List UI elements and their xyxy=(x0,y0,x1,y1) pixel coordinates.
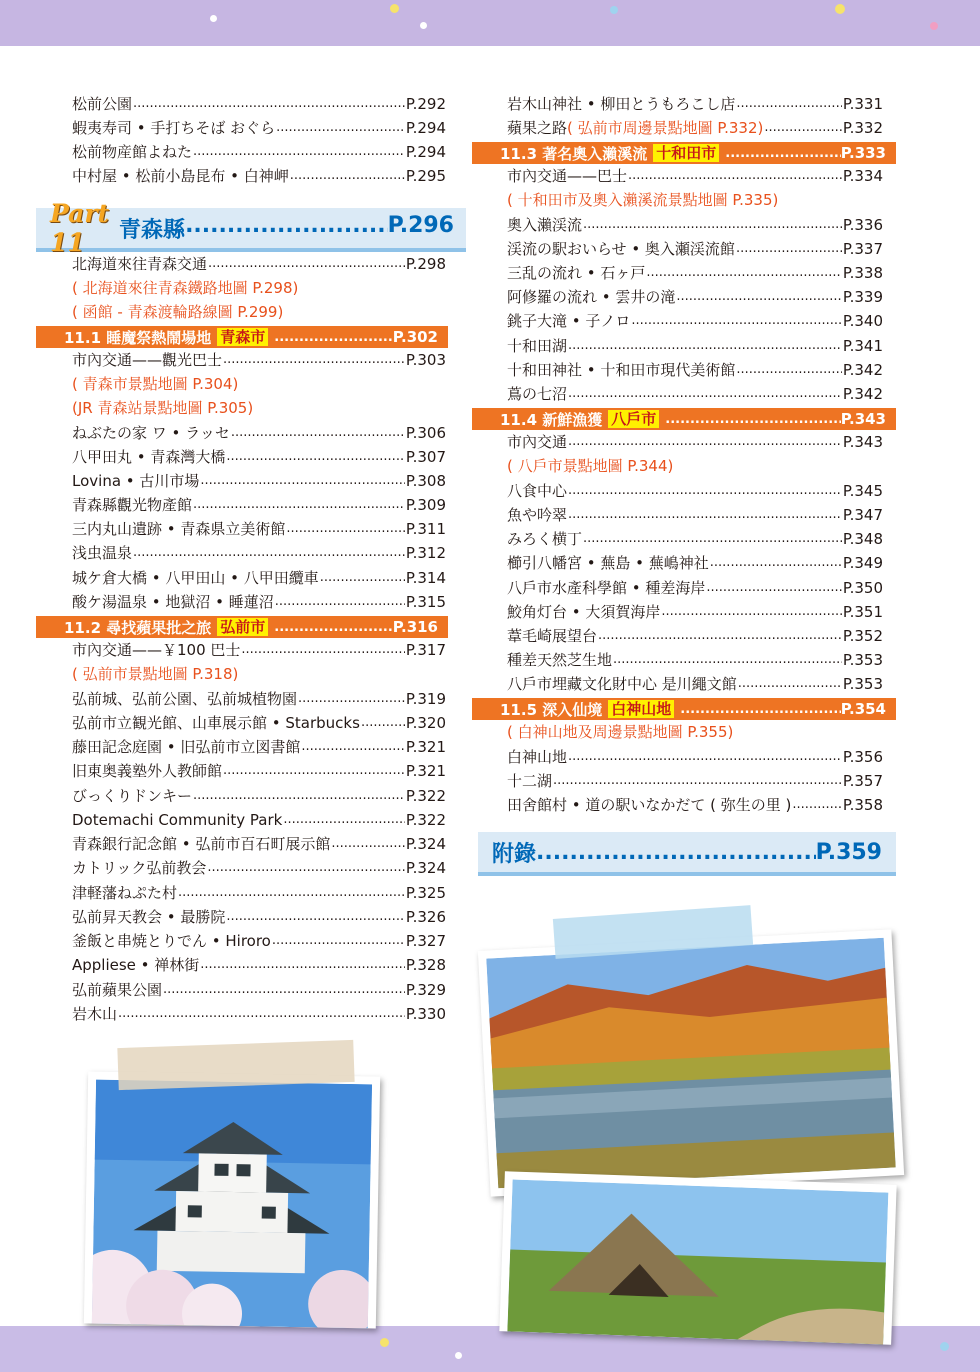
entry-title: 十和田湖 xyxy=(507,337,568,355)
entry-title: 藤田記念庭園 • 旧弘前市立図書館 xyxy=(72,738,301,756)
entry-page: P.324 xyxy=(405,835,446,853)
entry-title: ねぶたの家 ワ • ラッセ xyxy=(72,424,230,442)
toc-entry[interactable] xyxy=(507,479,883,503)
leader-dots xyxy=(706,576,842,600)
entry-page: P.353 xyxy=(842,675,883,693)
leader-dots xyxy=(274,620,393,635)
leader-dots xyxy=(298,687,405,711)
entry-title: 奧入瀨渓流 xyxy=(507,216,583,234)
toc-entry[interactable] xyxy=(507,672,883,696)
entry-title: 渓流の駅おいらせ • 奥入瀬渓流館 xyxy=(507,240,735,258)
entry-title: 青森銀行記念館 • 弘前市百石町展示館 xyxy=(72,835,331,853)
entry-page: P.339 xyxy=(842,288,883,306)
map-reference[interactable]: ( 八戶市景點地圖 P.344) xyxy=(507,457,674,475)
entry-title: 銚子大滝 • 子ノロ xyxy=(507,312,631,330)
lake-illustration xyxy=(486,938,895,1189)
decor-dot xyxy=(420,22,427,29)
section-page: P.333 xyxy=(840,144,886,162)
map-reference[interactable]: ( 弘前市景點地圖 P.318) xyxy=(72,665,239,683)
toc-entry[interactable] xyxy=(72,140,446,164)
entry-title: 八戶市水產科學館 • 種差海岸 xyxy=(507,579,706,597)
entry-title: 魚や吟翠 xyxy=(507,506,568,524)
toc-entry[interactable] xyxy=(72,735,446,759)
toc-entry[interactable] xyxy=(72,92,446,116)
toc-entry[interactable] xyxy=(72,832,446,856)
leader-dots xyxy=(710,551,842,575)
entry-page: P.345 xyxy=(842,482,883,500)
castle-photo xyxy=(84,1071,380,1328)
entry-page: P.340 xyxy=(842,312,883,330)
entry-title: 松前公園 xyxy=(72,95,133,113)
leader-dots xyxy=(568,745,842,769)
dwelling-illustration xyxy=(507,1179,888,1344)
toc-entry[interactable] xyxy=(507,164,883,188)
entry-title: 葦毛崎展望台 xyxy=(507,627,598,645)
toc-entry[interactable] xyxy=(72,421,446,445)
leader-dots xyxy=(207,856,404,880)
leader-dots xyxy=(680,702,841,717)
leader-dots xyxy=(223,348,405,372)
map-reference[interactable]: (JR 青森站景點地圖 P.305) xyxy=(72,399,254,417)
appendix-title: 附錄 xyxy=(492,841,537,867)
entry-page: P.295 xyxy=(405,167,446,185)
map-reference[interactable]: ( 函館 - 青森渡輪路線圖 P.299) xyxy=(72,303,284,321)
decor-dot xyxy=(210,15,217,22)
toc-entry[interactable] xyxy=(72,905,446,929)
leader-dots xyxy=(583,213,842,237)
toc-entry[interactable] xyxy=(72,493,446,517)
entry-page: P.321 xyxy=(405,738,446,756)
toc-entry[interactable] xyxy=(507,382,883,406)
section-title: 11.1 睡魔祭熱鬧場地 xyxy=(64,328,212,347)
toc-entry[interactable] xyxy=(507,92,883,116)
decor-dot xyxy=(610,6,618,14)
leader-dots xyxy=(290,164,405,188)
entry-page: P.341 xyxy=(842,337,883,355)
leader-dots xyxy=(231,421,405,445)
leader-dots xyxy=(118,1002,405,1026)
toc-entry[interactable] xyxy=(507,334,883,358)
toc-entry[interactable] xyxy=(72,687,446,711)
leader-dots xyxy=(553,769,842,793)
toc-entry[interactable] xyxy=(72,541,446,565)
toc-entry[interactable] xyxy=(72,759,446,783)
entry-page: P.349 xyxy=(842,554,883,572)
entry-title: 市內交通——￥100 巴士 xyxy=(72,641,241,659)
entry-page: P.348 xyxy=(842,530,883,548)
entry-title: 弘前昇天教会 • 最勝院 xyxy=(72,908,226,926)
leader-dots xyxy=(631,309,842,333)
entry-page: P.326 xyxy=(405,908,446,926)
leader-dots xyxy=(792,793,841,817)
toc-entry[interactable] xyxy=(72,929,446,953)
part-badge: Part 11 xyxy=(50,199,110,257)
leader-dots xyxy=(568,430,842,454)
entry-title: 弘前蘋果公園 xyxy=(72,981,163,999)
entry-page: P.351 xyxy=(842,603,883,621)
leader-dots xyxy=(361,711,405,735)
entry-page: P.322 xyxy=(405,811,446,829)
toc-entry[interactable] xyxy=(72,953,446,977)
toc-entry[interactable] xyxy=(72,881,446,905)
leader-dots xyxy=(286,517,405,541)
section-page: P.302 xyxy=(392,328,438,346)
toc-entry[interactable] xyxy=(72,590,446,614)
leader-dots xyxy=(274,330,393,345)
entry-page: P.320 xyxy=(405,714,446,732)
leader-dots xyxy=(208,252,405,276)
section-header[interactable] xyxy=(472,142,896,164)
leader-dots xyxy=(661,600,842,624)
entry-page: P.327 xyxy=(405,932,446,950)
entry-page: P.317 xyxy=(405,641,446,659)
leader-dots xyxy=(200,953,405,977)
section-city: 白神山地 xyxy=(608,700,674,718)
entry-title: カトリック弘前教会 xyxy=(72,859,207,877)
toc-entry[interactable] xyxy=(507,261,883,285)
map-reference[interactable]: ( 青森市景點地圖 P.304) xyxy=(72,375,239,393)
section-title: 11.3 著名奧入瀨溪流 xyxy=(500,144,648,163)
leader-dots xyxy=(193,493,405,517)
leader-dots xyxy=(583,527,842,551)
leader-dots xyxy=(276,116,405,140)
entry-page: P.321 xyxy=(405,762,446,780)
entry-title: 青森縣觀光物產館 xyxy=(72,496,193,514)
section-page: P.343 xyxy=(840,410,886,428)
leader-dots xyxy=(185,213,388,244)
leader-dots xyxy=(133,92,405,116)
toc-entry[interactable] xyxy=(72,978,446,1002)
toc-entry[interactable] xyxy=(72,164,446,188)
leader-dots xyxy=(736,92,842,116)
toc-entry[interactable] xyxy=(507,793,883,817)
entry-title: 十二湖 xyxy=(507,772,553,790)
entry-page: P.315 xyxy=(405,593,446,611)
entry-title: 種差天然芝生地 xyxy=(507,651,613,669)
leader-dots xyxy=(568,479,842,503)
entry-title: 三内丸山遺跡 • 青森県立美術館 xyxy=(72,520,286,538)
entry-page: P.347 xyxy=(842,506,883,524)
leader-dots xyxy=(200,469,404,493)
toc-entry[interactable] xyxy=(507,745,883,769)
entry-title: Dotemachi Community Park xyxy=(72,811,283,829)
leader-dots xyxy=(226,445,405,469)
section-header[interactable] xyxy=(36,326,448,348)
leader-dots xyxy=(320,566,405,590)
toc-entry[interactable] xyxy=(72,856,446,880)
entry-page: P.342 xyxy=(842,385,883,403)
toc-entry[interactable] xyxy=(507,648,883,672)
entry-page: P.334 xyxy=(842,167,883,185)
leader-dots xyxy=(736,358,842,382)
entry-page: P.342 xyxy=(842,361,883,379)
top-decor-band xyxy=(0,0,980,46)
entry-title: 八戶市埋藏文化財中心 是川繩文館 xyxy=(507,675,737,693)
entry-page: P.294 xyxy=(405,143,446,161)
leader-dots xyxy=(226,905,405,929)
section-city: 十和田市 xyxy=(653,144,719,162)
section-page: P.316 xyxy=(392,618,438,636)
section-title: 11.5 深入仙境 xyxy=(500,700,603,719)
toc-entry[interactable] xyxy=(507,503,883,527)
entry-title: 阿修羅の流れ • 雲井の滝 xyxy=(507,288,676,306)
decor-dot xyxy=(390,4,399,13)
entry-title: 八食中心 xyxy=(507,482,568,500)
entry-title: 旧東奥義塾外人教師館 xyxy=(72,762,223,780)
entry-title: 櫛引八幡宮 • 蕪島 • 蕪嶋神社 xyxy=(507,554,709,572)
toc-entry[interactable] xyxy=(507,116,883,140)
entry-page: P.309 xyxy=(405,496,446,514)
toc-entry[interactable] xyxy=(507,624,883,648)
entry-page: P.357 xyxy=(842,772,883,790)
toc-entry[interactable] xyxy=(72,116,446,140)
leader-dots xyxy=(193,140,405,164)
toc-entry[interactable] xyxy=(507,769,883,793)
decor-dot xyxy=(380,1338,389,1347)
leader-dots xyxy=(568,382,842,406)
pit-dwelling-photo xyxy=(499,1171,896,1345)
entry-page: P.331 xyxy=(842,95,883,113)
leader-dots xyxy=(275,590,405,614)
entry-title: 津軽藩ねぷた村 xyxy=(72,884,178,902)
entry-title: 弘前市立観光館、山車展示館 • Starbucks xyxy=(72,714,360,732)
toc-entry[interactable] xyxy=(507,430,883,454)
leader-dots xyxy=(133,541,405,565)
entry-title: 浅虫温泉 xyxy=(72,544,133,562)
part-page: P.296 xyxy=(387,212,454,238)
toc-entry[interactable] xyxy=(72,638,446,662)
leader-dots xyxy=(178,881,405,905)
entry-page: P.312 xyxy=(405,544,446,562)
appendix-page: P.359 xyxy=(815,839,882,865)
entry-title: 鮫角灯台 • 大須賀海岸 xyxy=(507,603,661,621)
entry-page: P.332 xyxy=(842,119,883,137)
section-city: 弘前市 xyxy=(217,618,268,636)
entry-title: 田舍館村 • 道の駅いなかだて ( 弥生の里 ) xyxy=(507,796,792,814)
entry-page: P.324 xyxy=(405,859,446,877)
entry-title: 城ケ倉大橋 • 八甲田山 • 八甲田纜車 xyxy=(72,569,319,587)
leader-dots xyxy=(272,929,405,953)
decor-dot xyxy=(940,1342,949,1351)
entry-page: P.338 xyxy=(842,264,883,282)
toc-entry[interactable] xyxy=(72,469,446,493)
entry-title: 八甲田丸 • 青森灣大橋 xyxy=(72,448,226,466)
toc-entry[interactable] xyxy=(507,576,883,600)
toc-entry[interactable] xyxy=(72,252,446,276)
entry-page: P.343 xyxy=(842,433,883,451)
leader-dots xyxy=(725,146,841,161)
entry-page: P.328 xyxy=(405,956,446,974)
section-header[interactable] xyxy=(36,616,448,638)
entry-title: 釜飯と串焼とりでん • Hiroro xyxy=(72,932,271,950)
entry-page: P.350 xyxy=(842,579,883,597)
leader-dots xyxy=(628,164,842,188)
entry-title: 蘋果之路 xyxy=(507,119,568,137)
entry-title: 蝦夷寿司 • 手打ちそば おぐら xyxy=(72,119,276,137)
entry-page: P.319 xyxy=(405,690,446,708)
entry-page: P.294 xyxy=(405,119,446,137)
entry-title: 中村屋 • 松前小島昆布 • 白神岬 xyxy=(72,167,289,185)
section-page: P.354 xyxy=(840,700,886,718)
entry-page: P.337 xyxy=(842,240,883,258)
leader-dots xyxy=(223,759,405,783)
leader-dots xyxy=(764,116,842,140)
section-title: 11.4 新鮮漁獲 xyxy=(500,410,603,429)
entry-title: 岩木山 xyxy=(72,1005,118,1023)
entry-page: P.311 xyxy=(405,520,446,538)
leader-dots xyxy=(676,285,842,309)
map-reference: ( 弘前市周邊景點地圖 P.332) xyxy=(567,119,764,137)
entry-page: P.298 xyxy=(405,255,446,273)
entry-title: みろく横丁 xyxy=(507,530,583,548)
leader-dots xyxy=(193,784,405,808)
toc-entry[interactable] xyxy=(507,285,883,309)
entry-page: P.329 xyxy=(405,981,446,999)
leader-dots xyxy=(536,840,816,865)
entry-title: 市內交通 xyxy=(507,433,568,451)
toc-entry[interactable] xyxy=(507,309,883,333)
toc-entry[interactable] xyxy=(507,600,883,624)
autumn-lake-photo xyxy=(478,929,904,1196)
decor-dot xyxy=(930,22,938,30)
entry-page: P.306 xyxy=(405,424,446,442)
leader-dots xyxy=(301,735,405,759)
leader-dots xyxy=(736,237,842,261)
leader-dots xyxy=(331,832,405,856)
entry-title: 十和田神社 • 十和田市現代美術館 xyxy=(507,361,736,379)
map-reference[interactable]: ( 白神山地及周邊景點地圖 P.355) xyxy=(507,723,734,741)
leader-dots xyxy=(598,624,842,648)
map-reference[interactable]: ( 北海道來往青森鐵路地圖 P.298) xyxy=(72,279,299,297)
entry-title: 市內交通——觀光巴士 xyxy=(72,351,223,369)
toc-entry[interactable] xyxy=(507,237,883,261)
entry-title: 市內交通——巴士 xyxy=(507,167,628,185)
entry-title: 北海道來往青森交通 xyxy=(72,255,208,273)
toc-entry[interactable] xyxy=(72,445,446,469)
entry-page: P.325 xyxy=(405,884,446,902)
decor-dot xyxy=(455,1352,462,1359)
toc-entry[interactable] xyxy=(72,711,446,735)
entry-page: P.358 xyxy=(842,796,883,814)
entry-title: Appliese • 禅林街 xyxy=(72,956,200,974)
entry-page: P.356 xyxy=(842,748,883,766)
entry-title: Lovina • 古川市場 xyxy=(72,472,200,490)
photo-tape xyxy=(117,1040,354,1090)
leader-dots xyxy=(283,808,405,832)
entry-title: 弘前城、弘前公園、弘前城植物園 xyxy=(72,690,298,708)
part-title: 青森縣 xyxy=(119,217,186,243)
leader-dots xyxy=(241,638,404,662)
entry-page: P.314 xyxy=(405,569,446,587)
section-city: 青森市 xyxy=(217,328,268,346)
entry-page: P.308 xyxy=(405,472,446,490)
entry-title: びっくりドンキー xyxy=(72,787,193,805)
section-header[interactable] xyxy=(472,698,896,720)
section-title: 11.2 尋找蘋果批之旅 xyxy=(64,618,212,637)
toc-entry[interactable] xyxy=(507,358,883,382)
section-city: 八戶市 xyxy=(608,410,659,428)
entry-page: P.292 xyxy=(405,95,446,113)
leader-dots xyxy=(568,334,842,358)
entry-title: 三乱の流れ • 石ヶ戸 xyxy=(507,264,646,282)
toc-entry[interactable] xyxy=(72,517,446,541)
leader-dots xyxy=(568,503,842,527)
entry-page: P.330 xyxy=(405,1005,446,1023)
entry-page: P.303 xyxy=(405,351,446,369)
castle-illustration xyxy=(92,1080,372,1329)
entry-page: P.336 xyxy=(842,216,883,234)
toc-entry[interactable] xyxy=(507,551,883,575)
entry-title: 松前物産館よねた xyxy=(72,143,193,161)
entry-title: 白神山地 xyxy=(507,748,568,766)
entry-title: 酸ケ湯温泉 • 地獄沼 • 睡蓮沼 xyxy=(72,593,274,611)
appendix-header[interactable] xyxy=(478,832,896,876)
toc-entry[interactable] xyxy=(72,784,446,808)
toc-entry[interactable] xyxy=(507,213,883,237)
entry-title: 蔦の七沼 xyxy=(507,385,568,403)
toc-entry[interactable] xyxy=(72,348,446,372)
leader-dots xyxy=(613,648,842,672)
leader-dots xyxy=(646,261,842,285)
entry-title: 岩木山神社 • 柳田とうもろこし店 xyxy=(507,95,736,113)
toc-entry[interactable] xyxy=(72,1002,446,1026)
decor-dot xyxy=(835,4,845,14)
entry-page: P.307 xyxy=(405,448,446,466)
entry-page: P.322 xyxy=(405,787,446,805)
entry-page: P.353 xyxy=(842,651,883,669)
toc-entry[interactable] xyxy=(72,808,446,832)
entry-page: P.352 xyxy=(842,627,883,645)
leader-dots xyxy=(163,978,405,1002)
leader-dots xyxy=(738,672,842,696)
map-reference[interactable]: ( 十和田市及奧入瀨溪流景點地圖 P.335) xyxy=(507,191,779,209)
section-header[interactable] xyxy=(472,408,896,430)
toc-entry[interactable] xyxy=(507,527,883,551)
leader-dots xyxy=(665,412,841,427)
toc-entry[interactable] xyxy=(72,566,446,590)
part-header[interactable] xyxy=(36,199,466,257)
part-title-row xyxy=(119,213,466,244)
